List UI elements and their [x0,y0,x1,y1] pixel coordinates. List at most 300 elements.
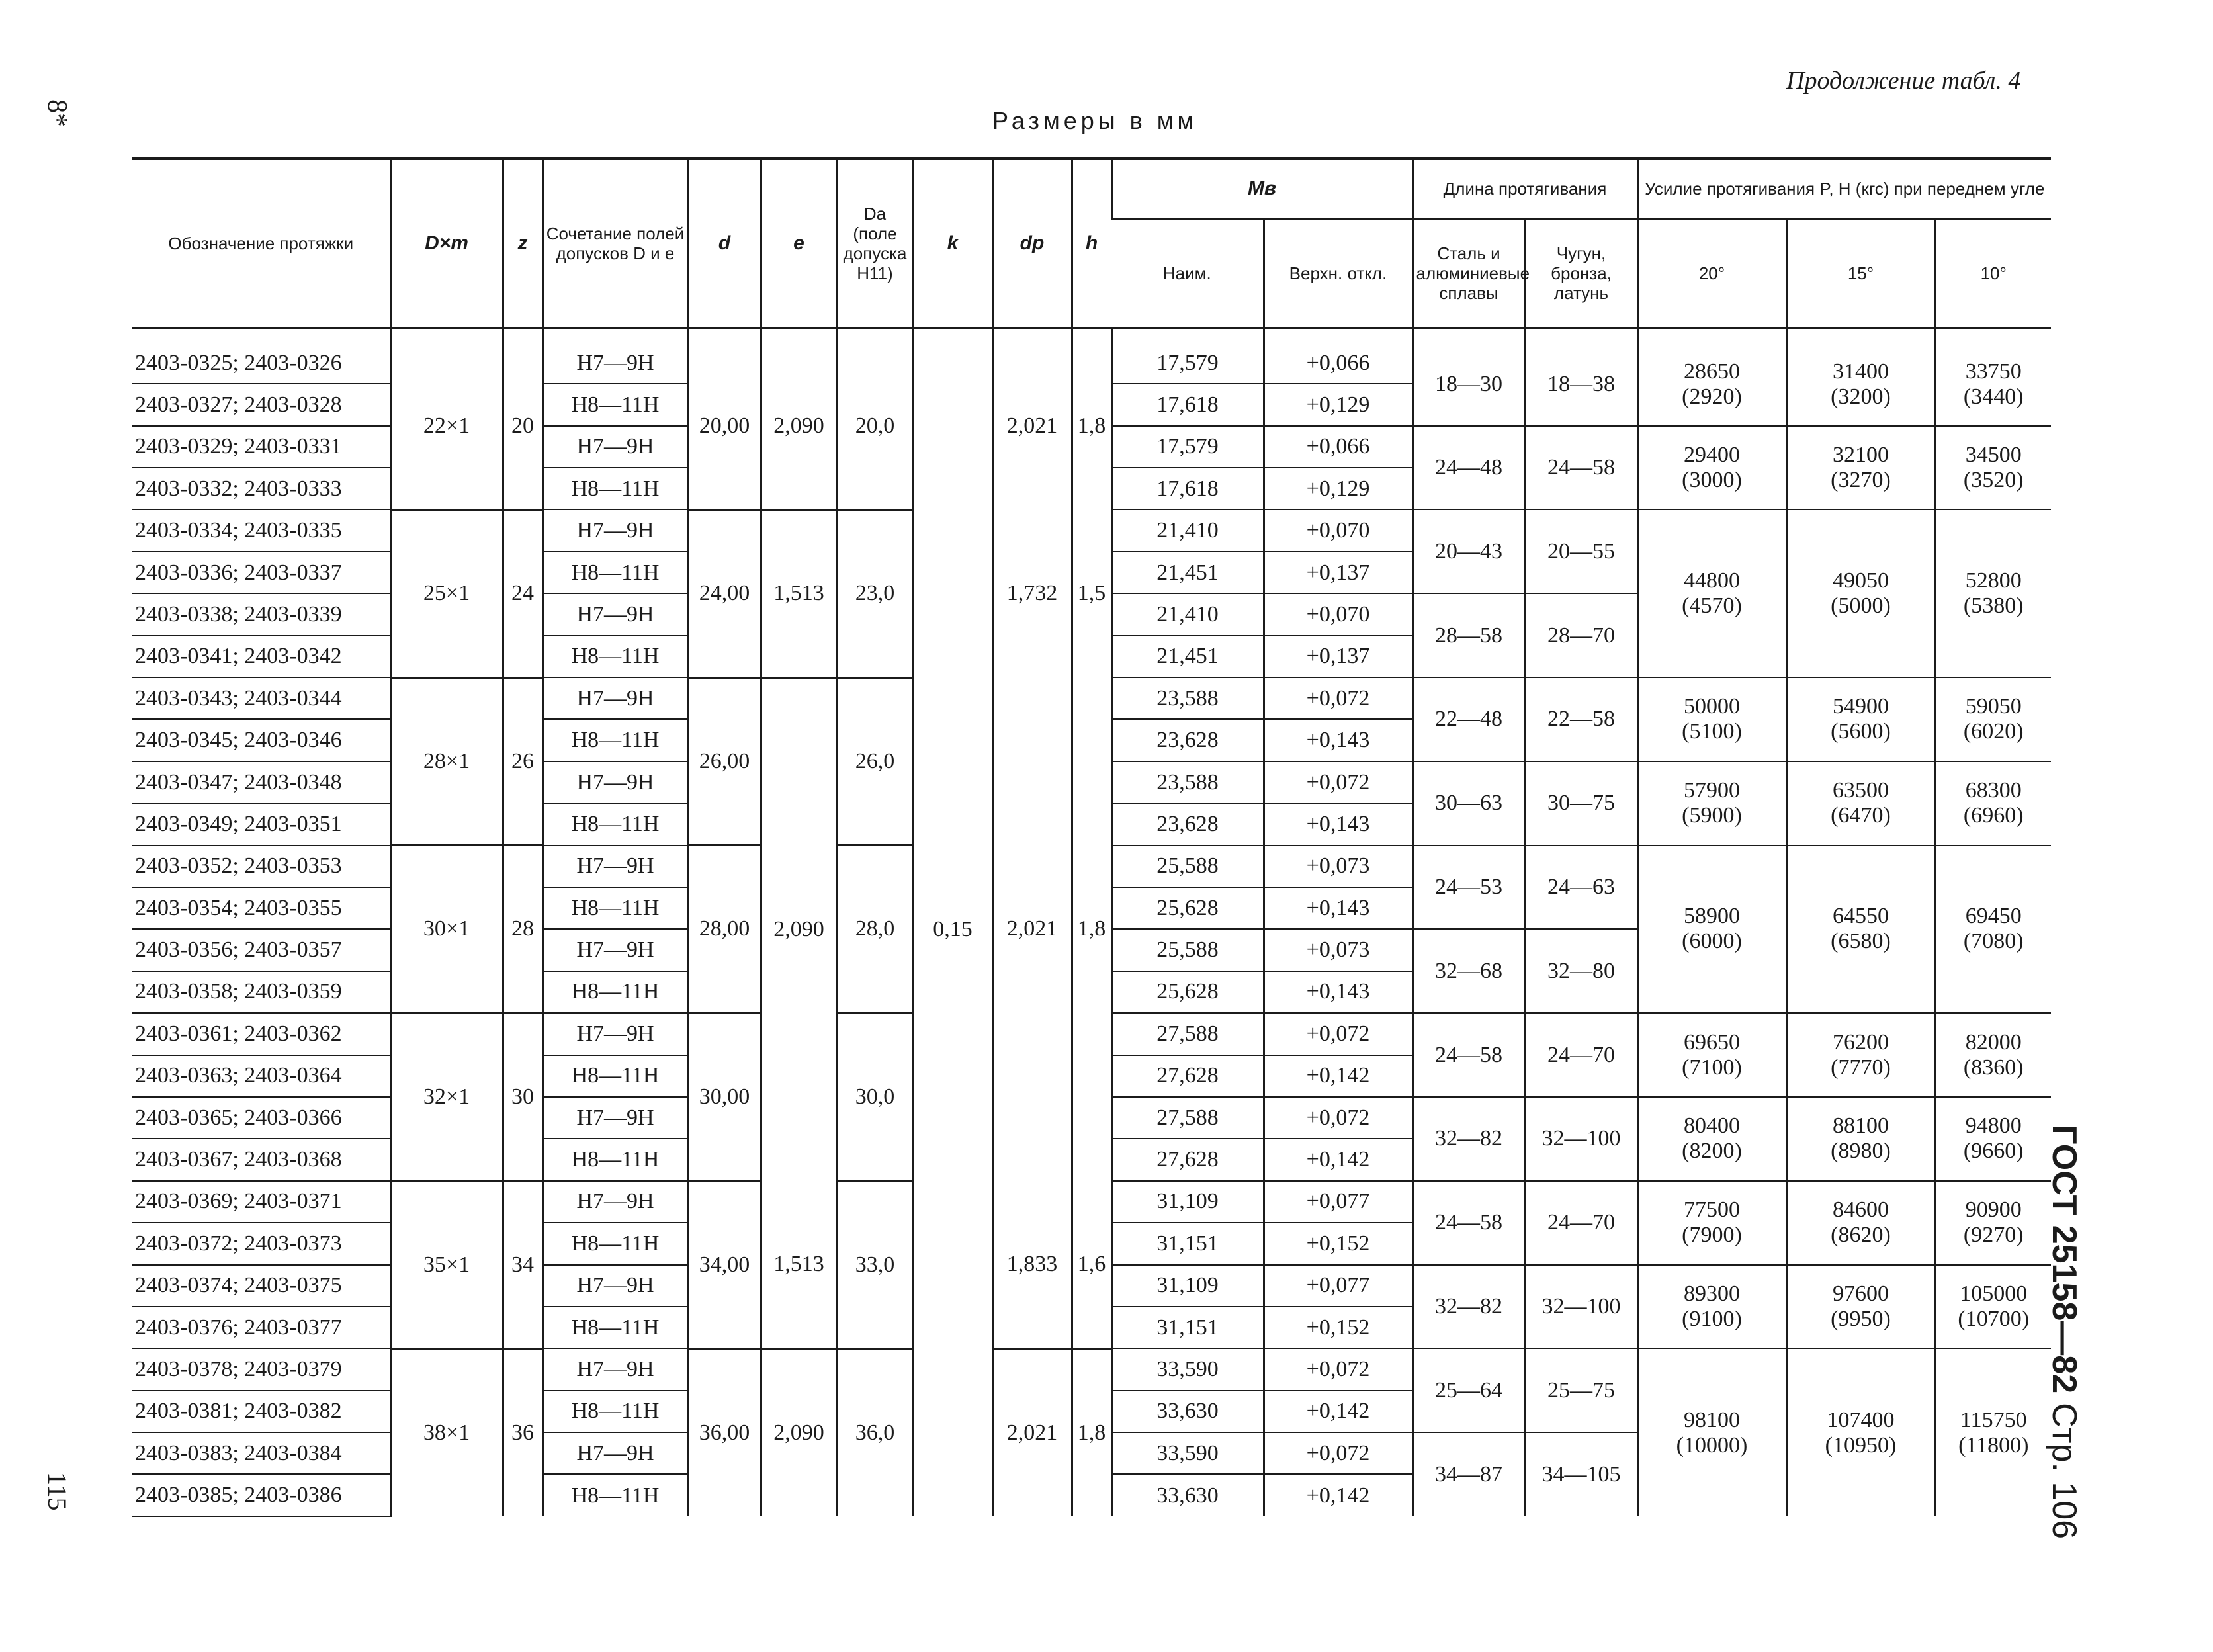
mv-cell: 23,628 [1111,803,1264,845]
force-10-cell [1935,1013,2051,1097]
len-iron-cell: 32—80 [1525,929,1637,1013]
force-n: 59050 [1965,694,2022,719]
tolerance-cell: H8—11H [542,1307,688,1348]
mv-cell: 27,588 [1111,1013,1264,1055]
table-row: 2403-0334; 2403-0335 [132,509,390,551]
tolerance-cell: H7—9H [542,677,688,719]
col-k: k [913,159,992,327]
continuation-label: Продолжение табл. 4 [1786,67,2021,95]
force-15-cell [1786,1097,1935,1181]
mv-cell: 17,579 [1111,343,1264,384]
dev-cell: +0,066 [1264,426,1412,468]
len-steel-cell: 25—64 [1412,1348,1525,1432]
h-cell: 1,8 [1072,1348,1111,1516]
len-iron-cell: 30—75 [1525,761,1637,846]
len-iron-cell: 24—70 [1525,1013,1637,1097]
force-20-cell [1637,1348,1786,1516]
mv-cell: 31,151 [1111,1223,1264,1264]
e-cell: 2,090 [761,1348,837,1516]
force-n: 52800 [1965,568,2022,593]
force-kgf: (10700) [1958,1306,2030,1331]
dev-cell: +0,073 [1264,929,1412,971]
da-cell: 36,0 [837,1348,913,1516]
dp-cell: 1,833 [992,1181,1072,1349]
group-dxm: 32×1 [390,1013,503,1181]
mv-cell: 31,151 [1111,1307,1264,1348]
force-n: 69450 [1965,904,2022,929]
group-d: 26,00 [688,677,761,846]
force-15-cell [1786,1265,1935,1349]
table-row: 2403-0381; 2403-0382 [132,1391,390,1432]
force-kgf: (2920) [1682,384,1742,409]
table-row: 2403-0332; 2403-0333 [132,468,390,509]
force-15-cell [1786,1181,1935,1265]
force-20-cell [1637,343,1786,426]
force-n: 82000 [1965,1029,2022,1055]
dev-cell: +0,142 [1264,1391,1412,1432]
force-kgf: (10000) [1676,1432,1748,1457]
group-dxm: 35×1 [390,1181,503,1349]
mv-cell: 25,588 [1111,846,1264,887]
col-mv-dev: Верхн. откл. [1264,218,1412,327]
h-cell: 1,8 [1072,677,1111,1181]
table-row: 2403-0347; 2403-0348 [132,761,390,803]
group-z: 34 [503,1181,542,1349]
table-row: 2403-0354; 2403-0355 [132,887,390,929]
force-10-cell [1935,509,2051,677]
tolerance-cell: H8—11H [542,552,688,593]
tolerance-cell: H8—11H [542,887,688,929]
len-iron-cell: 32—100 [1525,1265,1637,1349]
dp-cell: 2,021 [992,343,1072,510]
force-20-cell [1637,426,1786,510]
mv-cell: 23,588 [1111,761,1264,803]
force-kgf: (9270) [1963,1223,2024,1248]
table-row: 2403-0361; 2403-0362 [132,1013,390,1055]
tolerance-cell: H8—11H [542,719,688,761]
mv-cell: 23,628 [1111,719,1264,761]
force-n: 54900 [1833,694,1889,719]
len-iron-cell: 25—75 [1525,1348,1637,1432]
len-iron-cell: 22—58 [1525,677,1637,761]
force-kgf: (6000) [1682,929,1742,954]
force-n: 89300 [1684,1281,1740,1306]
force-kgf: (5000) [1831,593,1891,619]
tolerance-cell: H7—9H [542,593,688,635]
force-kgf: (4570) [1682,593,1742,619]
force-10-cell [1935,1265,2051,1349]
force-kgf: (7900) [1682,1223,1742,1248]
force-20-cell [1637,1181,1786,1265]
dev-cell: +0,129 [1264,468,1412,509]
col-h: h [1072,159,1111,327]
force-n: 44800 [1684,568,1740,593]
force-n: 32100 [1833,443,1889,468]
force-kgf: (6470) [1831,803,1891,828]
dev-cell: +0,143 [1264,803,1412,845]
force-n: 33750 [1965,359,2022,384]
e-cell: 2,090 [761,343,837,510]
mv-cell: 21,451 [1111,552,1264,593]
tolerance-cell: H7—9H [542,1432,688,1474]
force-kgf: (7080) [1963,929,2024,954]
force-kgf: (3440) [1963,384,2024,409]
force-kgf: (7100) [1682,1055,1742,1080]
force-15-cell [1786,846,1935,1014]
col-len-iron: Чугун, бронза, латунь [1525,218,1637,327]
dp-cell: 2,021 [992,1348,1072,1516]
force-kgf: (3520) [1963,468,2024,493]
tolerance-cell: H8—11H [542,803,688,845]
force-20-cell [1637,509,1786,677]
tolerance-cell: H8—11H [542,1391,688,1432]
table-row: 2403-0325; 2403-0326 [132,343,390,384]
force-n: 31400 [1833,359,1889,384]
force-n: 107400 [1827,1407,1895,1432]
side-page-mark: 8* [42,99,72,127]
table-row: 2403-0365; 2403-0366 [132,1097,390,1139]
group-z: 20 [503,343,542,510]
len-steel-cell: 24—58 [1412,1181,1525,1265]
e-cell: 1,513 [761,1181,837,1349]
force-20-cell [1637,1265,1786,1349]
group-dxm: 25×1 [390,509,503,677]
len-steel-cell: 24—58 [1412,1013,1525,1097]
force-n: 105000 [1960,1281,2028,1306]
tolerance-cell: H7—9H [542,929,688,971]
mv-cell: 21,451 [1111,636,1264,677]
mv-cell: 17,618 [1111,468,1264,509]
da-cell: 23,0 [837,509,913,677]
table-row: 2403-0341; 2403-0342 [132,636,390,677]
mv-cell: 27,628 [1111,1139,1264,1180]
mv-cell: 31,109 [1111,1265,1264,1307]
force-kgf: (5900) [1682,803,1742,828]
standard-page: Стр. 106 [2045,1403,2083,1540]
col-mv-naim: Наим. [1111,218,1264,327]
mv-cell: 23,588 [1111,677,1264,719]
da-cell: 26,0 [837,677,913,846]
len-iron-cell: 24—70 [1525,1181,1637,1265]
len-iron-cell: 24—58 [1525,426,1637,510]
force-10-cell [1935,677,2051,761]
group-d: 24,00 [688,509,761,677]
dev-cell: +0,072 [1264,1013,1412,1055]
len-steel-cell: 24—53 [1412,846,1525,930]
force-15-cell [1786,761,1935,846]
force-10-cell [1935,846,2051,1014]
force-n: 50000 [1684,694,1740,719]
len-iron-cell: 32—100 [1525,1097,1637,1181]
force-n: 29400 [1684,443,1740,468]
force-20-cell [1637,846,1786,1014]
tolerance-cell: H7—9H [542,1097,688,1139]
force-15-cell [1786,677,1935,761]
group-d: 20,00 [688,343,761,510]
col-z: z [503,159,542,327]
group-z: 24 [503,509,542,677]
table-row: 2403-0383; 2403-0384 [132,1432,390,1474]
da-cell: 33,0 [837,1181,913,1349]
col-tolerance: Сочетание полей допусков D и e [542,159,688,327]
force-n: 88100 [1833,1113,1889,1139]
len-steel-cell: 24—48 [1412,426,1525,510]
h-cell: 1,8 [1072,343,1111,510]
tolerance-cell: H8—11H [542,1139,688,1180]
force-20-cell [1637,1097,1786,1181]
table-row: 2403-0327; 2403-0328 [132,384,390,425]
dev-cell: +0,152 [1264,1223,1412,1264]
table-row: 2403-0356; 2403-0357 [132,929,390,971]
force-n: 58900 [1684,904,1740,929]
dev-cell: +0,142 [1264,1139,1412,1180]
table-row: 2403-0376; 2403-0377 [132,1307,390,1348]
force-kgf: (11800) [1958,1432,2029,1457]
mv-cell: 33,630 [1111,1391,1264,1432]
group-dxm: 28×1 [390,677,503,846]
dp-cell: 1,732 [992,509,1072,677]
mv-cell: 27,588 [1111,1097,1264,1139]
table-row: 2403-0349; 2403-0351 [132,803,390,845]
group-d: 36,00 [688,1348,761,1516]
col-mv: Мв [1111,159,1412,218]
mv-cell: 25,628 [1111,887,1264,929]
col-designation: Обозначение протяжки [132,159,390,327]
force-20-cell [1637,761,1786,846]
dev-cell: +0,072 [1264,677,1412,719]
col-angle-10: 10° [1935,218,2051,327]
len-steel-cell: 22—48 [1412,677,1525,761]
k-cell: 0,15 [913,343,992,1517]
group-z: 28 [503,846,542,1014]
table-row: 2403-0352; 2403-0353 [132,846,390,887]
force-n: 49050 [1833,568,1889,593]
tolerance-cell: H7—9H [542,1265,688,1307]
force-20-cell [1637,677,1786,761]
col-angle-20: 20° [1637,218,1786,327]
group-dxm: 22×1 [390,343,503,510]
dev-cell: +0,143 [1264,719,1412,761]
force-kgf: (6580) [1831,929,1891,954]
force-n: 64550 [1833,904,1889,929]
force-kgf: (5100) [1682,719,1742,744]
tolerance-cell: H7—9H [542,1348,688,1390]
mv-cell: 33,590 [1111,1432,1264,1474]
tolerance-cell: H7—9H [542,343,688,384]
table-row: 2403-0343; 2403-0344 [132,677,390,719]
dev-cell: +0,066 [1264,343,1412,384]
dev-cell: +0,143 [1264,971,1412,1013]
force-n: 97600 [1833,1281,1889,1306]
h-cell: 1,5 [1072,509,1111,677]
force-n: 80400 [1684,1113,1740,1139]
len-iron-cell: 34—105 [1525,1432,1637,1516]
force-10-cell [1935,343,2051,426]
force-kgf: (5600) [1831,719,1891,744]
force-n: 98100 [1684,1407,1740,1432]
group-d: 30,00 [688,1013,761,1181]
col-d: d [688,159,761,327]
table-row: 2403-0369; 2403-0371 [132,1181,390,1223]
table-row: 2403-0358; 2403-0359 [132,971,390,1013]
len-steel-cell: 32—68 [1412,929,1525,1013]
tolerance-cell: H7—9H [542,846,688,887]
mv-cell: 17,618 [1111,384,1264,425]
e-cell: 1,513 [761,509,837,677]
group-z: 36 [503,1348,542,1516]
table-row: 2403-0372; 2403-0373 [132,1223,390,1264]
force-kgf: (3200) [1831,384,1891,409]
mv-cell: 25,628 [1111,971,1264,1013]
force-n: 28650 [1684,359,1740,384]
force-kgf: (8620) [1831,1223,1891,1248]
da-cell: 20,0 [837,343,913,510]
col-da: Da (поле допуска H11) [837,159,913,327]
group-d: 34,00 [688,1181,761,1349]
col-dxm: D×m [390,159,503,327]
mv-cell: 27,628 [1111,1055,1264,1097]
dev-cell: +0,077 [1264,1265,1412,1307]
force-10-cell [1935,1348,2051,1516]
mv-cell: 17,579 [1111,426,1264,468]
force-kgf: (8980) [1831,1139,1891,1164]
dev-cell: +0,072 [1264,761,1412,803]
e-cell: 2,090 [761,677,837,1181]
dp-cell: 2,021 [992,677,1072,1181]
tolerance-cell: H7—9H [542,426,688,468]
col-len-steel: Сталь и алюминиевые сплавы [1412,218,1525,327]
force-15-cell [1786,509,1935,677]
table-row: 2403-0385; 2403-0386 [132,1474,390,1516]
len-steel-cell: 32—82 [1412,1265,1525,1349]
force-n: 76200 [1833,1029,1889,1055]
force-10-cell [1935,426,2051,510]
table-row: 2403-0338; 2403-0339 [132,593,390,635]
tolerance-cell: H8—11H [542,971,688,1013]
force-n: 63500 [1833,778,1889,803]
col-e: e [761,159,837,327]
mv-cell: 33,590 [1111,1348,1264,1390]
dev-cell: +0,142 [1264,1055,1412,1097]
tolerance-cell: H8—11H [542,384,688,425]
len-steel-cell: 28—58 [1412,593,1525,677]
force-n: 77500 [1684,1197,1740,1223]
force-kgf: (8360) [1963,1055,2024,1080]
force-n: 90900 [1965,1197,2022,1223]
side-page-number: 115 [42,1472,72,1511]
standard-code: ГОСТ 25158—82 [2045,1125,2083,1394]
table-row: 2403-0363; 2403-0364 [132,1055,390,1097]
da-cell: 28,0 [837,846,913,1014]
tolerance-cell: H8—11H [542,636,688,677]
len-iron-cell: 20—55 [1525,509,1637,593]
tolerance-cell: H8—11H [542,1223,688,1264]
len-iron-cell: 18—38 [1525,343,1637,426]
tolerance-cell: H7—9H [542,1013,688,1055]
force-kgf: (3270) [1831,468,1891,493]
len-steel-cell: 30—63 [1412,761,1525,846]
dev-cell: +0,072 [1264,1348,1412,1390]
tolerance-cell: H8—11H [542,468,688,509]
force-n: 69650 [1684,1029,1740,1055]
group-d: 28,00 [688,846,761,1014]
mv-cell: 21,410 [1111,509,1264,551]
col-length: Длина протягивания [1412,159,1637,218]
force-kgf: (10950) [1825,1432,1897,1457]
dev-cell: +0,073 [1264,846,1412,887]
tolerance-cell: H8—11H [542,1055,688,1097]
force-n: 94800 [1965,1113,2022,1139]
force-n: 115750 [1960,1407,2027,1432]
group-z: 30 [503,1013,542,1181]
force-kgf: (9950) [1831,1306,1891,1331]
force-kgf: (9660) [1963,1139,2024,1164]
force-15-cell [1786,426,1935,510]
force-kgf: (9100) [1682,1306,1742,1331]
force-kgf: (7770) [1831,1055,1891,1080]
table-row: 2403-0345; 2403-0346 [132,719,390,761]
len-iron-cell: 28—70 [1525,593,1637,677]
mv-cell: 31,109 [1111,1181,1264,1223]
da-cell: 30,0 [837,1013,913,1181]
dev-cell: +0,142 [1264,1474,1412,1516]
force-10-cell [1935,1181,2051,1265]
dev-cell: +0,070 [1264,593,1412,635]
force-kgf: (5380) [1963,593,2024,619]
col-dp: dp [992,159,1072,327]
broach-table [132,157,2051,1517]
force-kgf: (8200) [1682,1139,1742,1164]
dev-cell: +0,137 [1264,552,1412,593]
force-n: 57900 [1684,778,1740,803]
tolerance-cell: H7—9H [542,509,688,551]
len-steel-cell: 18—30 [1412,343,1525,426]
tolerance-cell: H8—11H [542,1474,688,1516]
dev-cell: +0,152 [1264,1307,1412,1348]
dev-cell: +0,143 [1264,887,1412,929]
tolerance-cell: H7—9H [542,1181,688,1223]
mv-cell: 25,588 [1111,929,1264,971]
table-row: 2403-0367; 2403-0368 [132,1139,390,1180]
tolerance-cell: H7—9H [542,761,688,803]
group-dxm: 38×1 [390,1348,503,1516]
table-row: 2403-0336; 2403-0337 [132,552,390,593]
group-z: 26 [503,677,542,846]
force-n: 68300 [1965,778,2022,803]
mv-cell: 33,630 [1111,1474,1264,1516]
dev-cell: +0,129 [1264,384,1412,425]
force-10-cell [1935,761,2051,846]
mv-cell: 21,410 [1111,593,1264,635]
len-steel-cell: 34—87 [1412,1432,1525,1516]
force-15-cell [1786,1348,1935,1516]
force-kgf: (3000) [1682,468,1742,493]
group-dxm: 30×1 [390,846,503,1014]
dev-cell: +0,137 [1264,636,1412,677]
len-iron-cell: 24—63 [1525,846,1637,930]
table-row: 2403-0329; 2403-0331 [132,426,390,468]
force-kgf: (6020) [1963,719,2024,744]
table-row: 2403-0374; 2403-0375 [132,1265,390,1307]
len-steel-cell: 32—82 [1412,1097,1525,1181]
force-20-cell [1637,1013,1786,1097]
force-n: 84600 [1833,1197,1889,1223]
units-label: Размеры в мм [992,107,1198,134]
dev-cell: +0,070 [1264,509,1412,551]
dev-cell: +0,072 [1264,1097,1412,1139]
force-15-cell [1786,343,1935,426]
force-10-cell [1935,1097,2051,1181]
